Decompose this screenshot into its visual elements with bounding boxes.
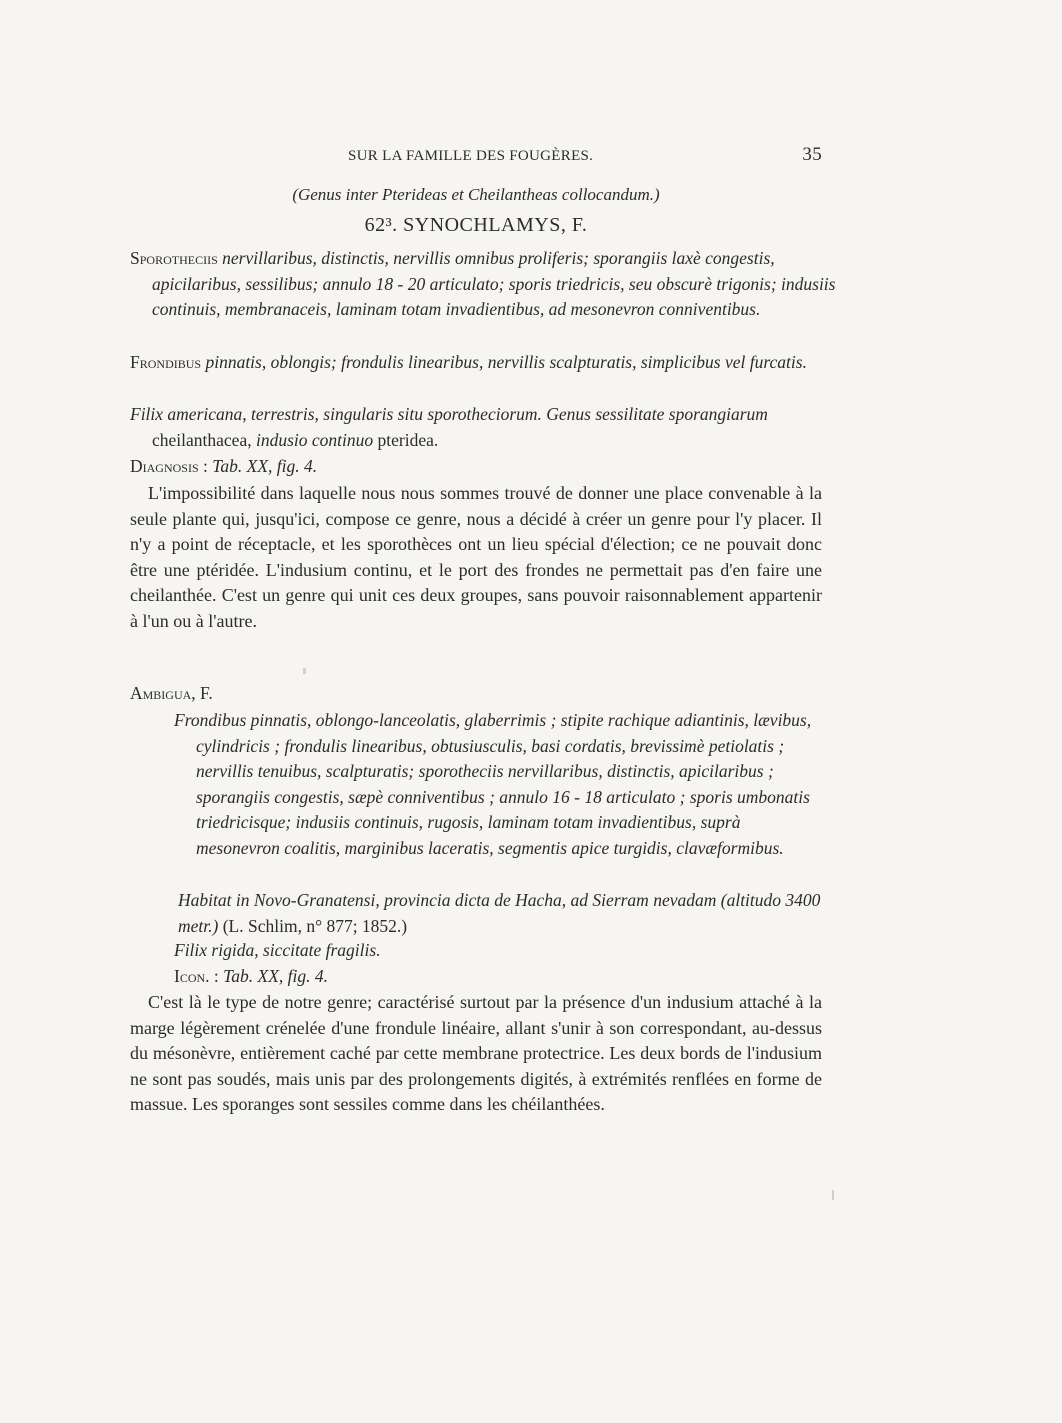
genus-title: 62³. SYNOCHLAMYS, F. — [364, 214, 588, 236]
page-number: 35 — [802, 144, 822, 165]
filix-text-d: pteridea. — [377, 429, 439, 450]
print-speck — [832, 1190, 834, 1200]
filix-text-c: indusio continuo — [255, 429, 374, 450]
species-description — [130, 708, 822, 861]
icon-label: Icon. : — [174, 966, 219, 986]
diagnosis-ref: Tab. XX, fig. 4. — [212, 456, 318, 476]
sporothecia-description — [130, 246, 844, 323]
species-name: Ambigua, F. — [130, 683, 213, 703]
species-description-text: Frondibus pinnatis, oblongo-lanceolatis, glaberrimis ; stipite rachique adiantinis, lævibus, cylindricis ; frondulis linearibus, obtusiusculis, basi cordatis, brevissimè petiolatis ; nervillis tenuibus, scalpturatis; sporotheciis nervillaribus, distinctis, apicilaribus ; sporangiis congestis, sæpè conniventibus ; annulo 16 - 18 articulato ; sporis umbonatis triedricisque; indusiis continuis, rugosis, laminam totam invadientibus, suprà mesonevron coalitis, marginibus laceratis, segmentis apice turgidis, clavæformibus. — [174, 710, 812, 858]
frondes-label: Frondibus — [130, 352, 202, 372]
species-filix-note: Filix rigida, siccitate fragilis. — [174, 940, 381, 960]
sporothecia-text: nervillaribus, distinctis, nervillis omnibus proliferis; sporangiis laxè congestis, apicilaribus, sessilibus; annulo 18 - 20 articulato; sporis triedricis, seu obscurè trigonis; indusiis continuis, membranaceis, laminam totam invadientibus, ad mesonevron conniventibus. — [152, 248, 836, 319]
habitat-line — [130, 888, 822, 939]
diagnosis-line — [130, 454, 822, 480]
frondes-description — [130, 350, 844, 376]
diagnosis-label: Diagnosis : — [130, 456, 208, 476]
paragraph-2: C'est là le type de notre genre; caractérisé surtout par la présence d'un indusium attaché à la marge légèrement crénelée d'une frondule linéaire, allant s'unir à son correspondant, au-dessus du mésonèvre, entièrement caché par cette membrane protectrice. Les deux bords de l'indusium ne sont pas soudés, mais unis par des prolongements digités, à extrémités renflées en forme de massue. Les sporanges sont sessiles comme dans les chéilanthées. — [130, 992, 822, 1115]
icon-line — [130, 964, 822, 990]
filix-text-a: Filix americana, terrestris, singularis situ sporotheciorum. Genus sessilitate sporangiarum — [130, 404, 768, 424]
genus-note: (Genus inter Pterideas et Cheilantheas collocandum.) — [292, 185, 660, 204]
filix-text-b: cheilanthacea, — [152, 429, 252, 450]
icon-ref: Tab. XX, fig. 4. — [223, 966, 329, 986]
altitude-text: (altitudo 3400 metr.) — [178, 890, 821, 936]
sporothecia-label: Sporotheciis — [130, 248, 218, 268]
filix-note-genus — [130, 402, 844, 453]
running-title: SUR LA FAMILLE DES FOUGÈRES. — [348, 148, 594, 164]
frondes-text: pinnatis, oblongis; frondulis linearibus, nervillis scalpturatis, simplicibus vel furcatis. — [205, 352, 807, 372]
habitat-text: Habitat in Novo-Granatensi, provincia dicta de Hacha, ad Sierram nevadam — [178, 890, 717, 910]
print-speck — [303, 668, 306, 674]
collector-text: (L. Schlim, n° 877; 1852.) — [222, 915, 408, 936]
paragraph-1: L'impossibilité dans laquelle nous nous sommes trouvé de donner une place convenable à la seule plante qui, jusqu'ici, compose ce genre, nous a décidé à créer un genre pour l'y placer. Il n'y a point de réceptacle, et les sporothèces ont un lieu spécial d'élection; ce ne pouvait donc être une ptéridée. L'indusium continu, et le port des frondes ne permettait pas d'en faire une cheilanthée. C'est un genre qui unit ces deux groupes, sans pouvoir raisonnablement appartenir à l'un ou à l'autre. — [130, 483, 822, 631]
